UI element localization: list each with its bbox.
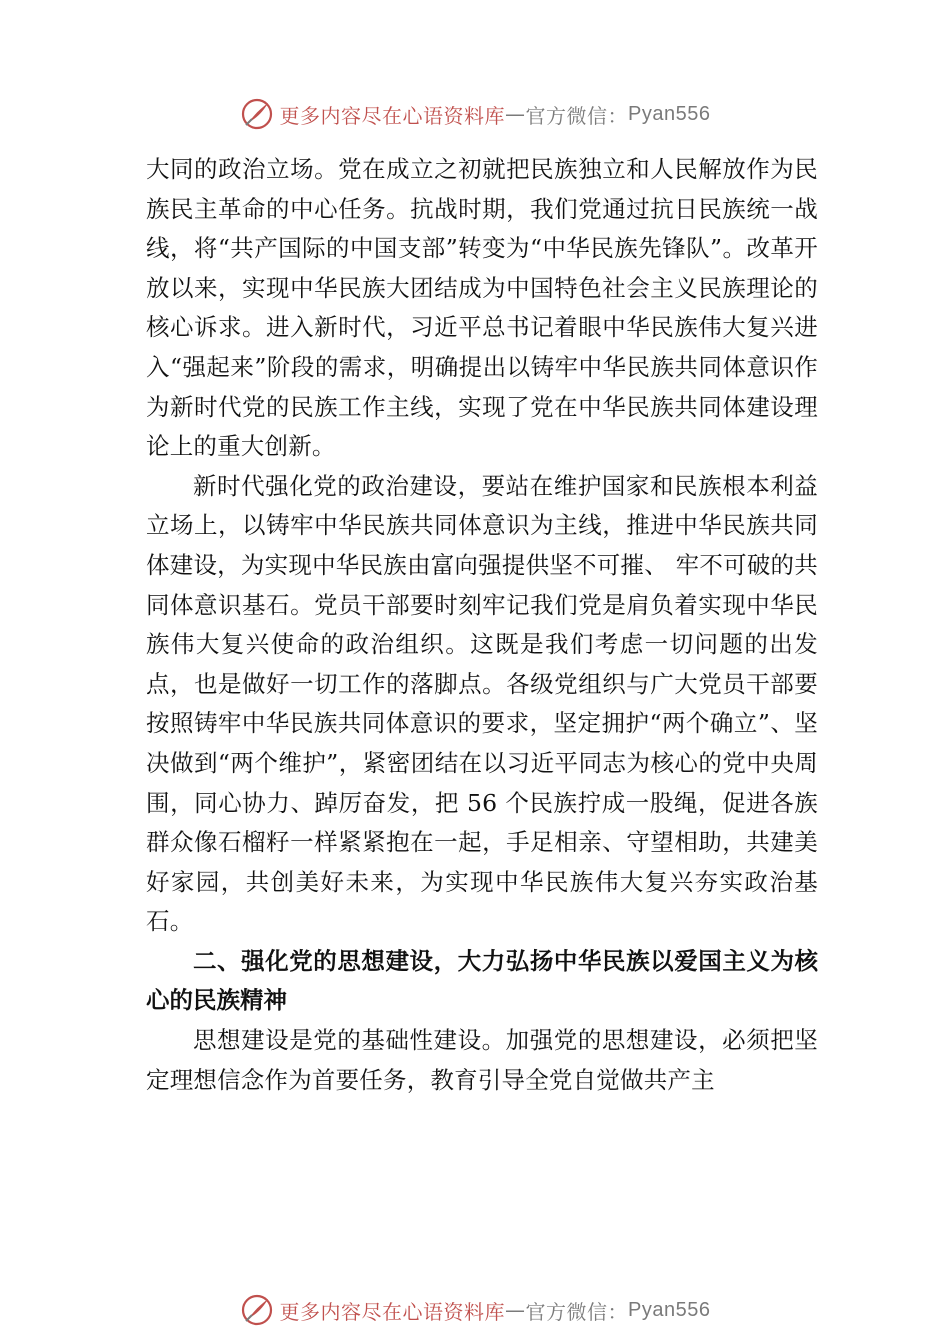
footer-banner xyxy=(0,1290,950,1330)
quill-logo-icon xyxy=(240,97,274,131)
paragraph-3: 思想建设是党的基础性建设。加强党的思想建设，必须把坚定理想信念作为首要任务，教育引导全党自觉做共产主 xyxy=(146,1026,818,1094)
quill-logo-icon xyxy=(240,1293,274,1327)
banner-wechat-id: Pyan556 xyxy=(628,102,711,125)
footer-wechat-id: Pyan556 xyxy=(628,1298,711,1321)
footer-wechat-label: 官方微信： xyxy=(525,1299,629,1324)
banner-separator: — xyxy=(505,102,526,126)
paragraph-1: 大同的政治立场。党在成立之初就把民族独立和人民解放作为民族民主革命的中心任务。抗战时期，我们党通过抗日民族统一战线，将“共产国际的中国支部”转变为“中华民族先锋队”。改革开放以来，实现中华民族大团结成为中国特色社会主义民族理论的核心诉求。进入新时代，习近平总书记着眼中华民族伟大复兴进入“强起来”阶段的需求，明确提出以铸牢中华民族共同体意识作为新时代党的民族工作主线，实现了党在中华民族共同体建设理论上的重大创新。 xyxy=(146,155,818,461)
banner-wechat-label: 官方微信： xyxy=(525,103,629,128)
document-body xyxy=(146,150,818,1100)
header-banner xyxy=(0,94,950,134)
section-heading: 二、强化党的思想建设，大力弘扬中华民族以爱国主义为核心的民族精神 xyxy=(146,946,818,1015)
banner-promo-text: 更多内容尽在心语资料库 xyxy=(279,103,506,128)
footer-separator: — xyxy=(505,1298,526,1322)
footer-promo-text: 更多内容尽在心语资料库 xyxy=(279,1299,506,1324)
paragraph-2: 新时代强化党的政治建设，要站在维护国家和民族根本利益立场上，以铸牢中华民族共同体意识为主线，推进中华民族共同体建设，为实现中华民族由富向强提供坚不可摧、 牢不可破的共同体意识基石。党员干部要时刻牢记我们党是肩负着实现中华民族伟大复兴使命的政治组织。这既是我们考虑一切问题的出发点，也是做好一切工作的落脚点。各级党组织与广大党员干部要按照铸牢中华民族共同体意识的要求，坚定拥护“两个确立”、坚决做到“两个维护”，紧密团结在以习近平同志为核心的党中央周围，同心协力、踔厉奋发，把 56 个民族拧成一股绳，促进各族群众像石榴籽一样紧紧抱在一起，手足相亲、守望相助，共建美好家园，共创美好未来，为实现中华民族伟大复兴夯实政治基石。 xyxy=(146,471,818,936)
